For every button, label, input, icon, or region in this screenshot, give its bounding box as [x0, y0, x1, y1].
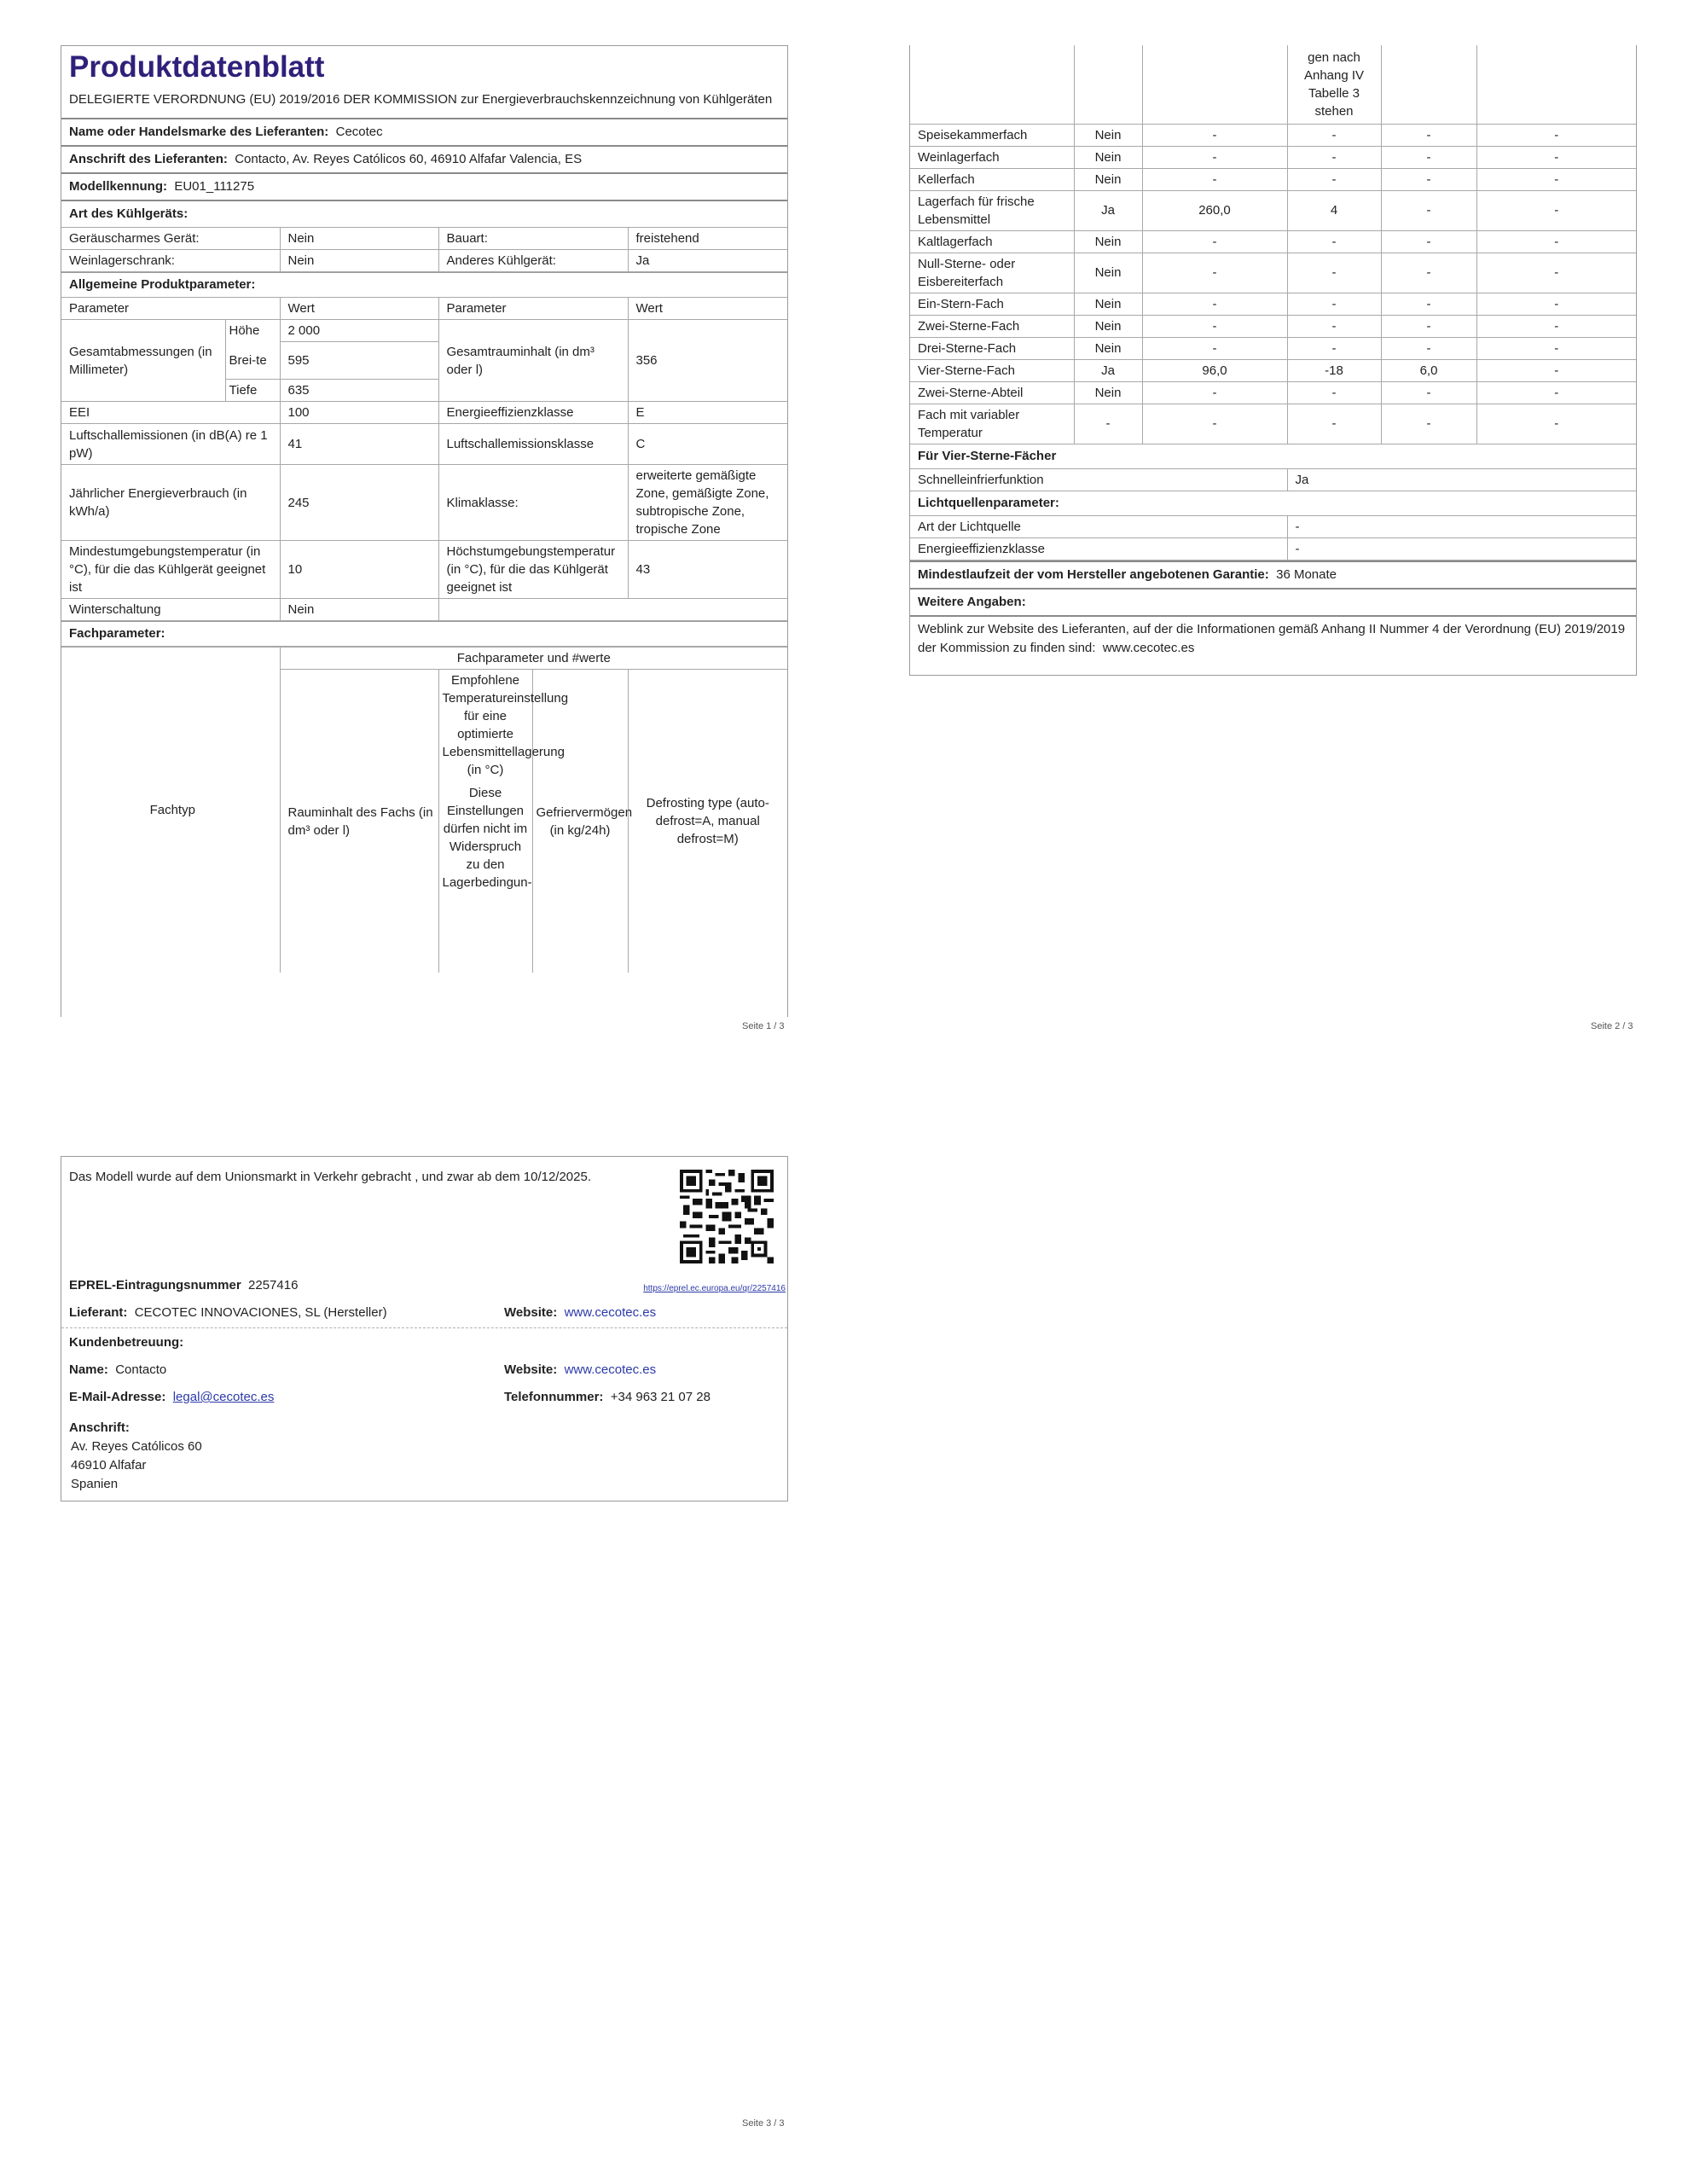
- compartment-value: -: [1287, 230, 1381, 253]
- table-cell: Energieeffizienzklasse: [438, 402, 628, 424]
- address-line: 46910 Alfafar: [71, 1458, 147, 1472]
- table-cell: Ja: [628, 250, 787, 272]
- compartment-value: -: [1381, 168, 1476, 190]
- eprel-value: 2257416: [248, 1278, 299, 1292]
- weblink-value: www.cecotec.es: [1102, 640, 1195, 655]
- compartment-value: -: [1476, 253, 1636, 293]
- quick-freeze-value: Ja: [1287, 468, 1636, 491]
- compartment-row: [910, 404, 1636, 444]
- compartment-value: -: [1142, 315, 1287, 337]
- compartment-value: -: [1142, 124, 1287, 146]
- volume-value: 356: [628, 320, 787, 402]
- compartment-row: [910, 293, 1636, 315]
- email-link[interactable]: legal@cecotec.es: [172, 1390, 275, 1404]
- compartment-rows: [910, 124, 1636, 444]
- compartment-value: Ja: [1074, 190, 1142, 230]
- column-header-temperature-note: gen nach Anhang IV Tabelle 3 stehen: [1287, 45, 1381, 124]
- address-line: Spanien: [71, 1477, 119, 1491]
- compartment-value: -: [1287, 124, 1381, 146]
- warranty-value: 36 Monate: [1276, 566, 1337, 582]
- table-cell: Nein: [280, 250, 438, 272]
- winter-value: Nein: [280, 599, 438, 621]
- compartment-value: Nein: [1074, 146, 1142, 168]
- table-cell: 100: [280, 402, 438, 424]
- name-value: Contacto: [115, 1362, 167, 1377]
- column-header-defrost: Defrosting type (auto-defrost=A, manual defrost=M): [628, 670, 787, 973]
- table-cell: Jährlicher Energieverbrauch (in kWh/a): [61, 465, 280, 541]
- compartment-row: [910, 337, 1636, 359]
- table-cell: Luftschallemissionsklasse: [438, 424, 628, 465]
- email-label: E-Mail-Adresse:: [69, 1390, 166, 1404]
- compartment-value: -: [1142, 293, 1287, 315]
- compartment-value: -: [1142, 381, 1287, 404]
- compartment-value: -: [1287, 146, 1381, 168]
- compartment-params-heading: Fachparameter:: [61, 621, 787, 647]
- compartment-value: -: [1381, 253, 1476, 293]
- four-star-table: [910, 468, 1636, 491]
- compartment-name: Fach mit variabler Temperatur: [910, 404, 1074, 444]
- compartment-value: Nein: [1074, 168, 1142, 190]
- customer-service-heading: Kundenbetreuung:: [69, 1335, 184, 1350]
- table-row: [61, 228, 787, 250]
- dimension-name: Brei-te: [229, 352, 267, 368]
- compartment-value: Ja: [1074, 359, 1142, 381]
- compartment-value: -: [1381, 230, 1476, 253]
- page-number: Seite 2 / 3: [1591, 1021, 1633, 1031]
- supplier-label: Name oder Handelsmarke des Lieferanten:: [69, 125, 329, 139]
- table-row: [910, 468, 1636, 491]
- table-row: [61, 250, 787, 272]
- website-label: Website:: [504, 1305, 558, 1320]
- supplier-label: Lieferant:: [69, 1305, 128, 1320]
- compartment-value: -: [1381, 146, 1476, 168]
- datasheet-page-2: [909, 45, 1637, 676]
- compartment-value: -: [1142, 337, 1287, 359]
- page-title: Produktdatenblatt: [69, 50, 325, 84]
- compartment-value: Nein: [1074, 315, 1142, 337]
- compartment-name: Null-Sterne- oder Eisbereiterfach: [910, 253, 1074, 293]
- table-cell: 41: [280, 424, 438, 465]
- column-header: Wert: [280, 298, 438, 320]
- compartment-value: -: [1476, 124, 1636, 146]
- compartment-value: -: [1287, 293, 1381, 315]
- column-header-freezing: Gefriervermögen (in kg/24h): [532, 670, 628, 973]
- table-cell: freistehend: [628, 228, 787, 250]
- divider: [61, 1327, 787, 1328]
- eprel-label: EPREL-Eintragungsnummer: [69, 1278, 241, 1292]
- table-cell: Bauart:: [438, 228, 628, 250]
- compartment-value: -: [1381, 404, 1476, 444]
- table-cell: Luftschallemissionen (in dB(A) re 1 pW): [61, 424, 280, 465]
- compartment-value: -: [1287, 168, 1381, 190]
- compartment-name: Vier-Sterne-Fach: [910, 359, 1074, 381]
- table-cell: Mindestumgebungstemperatur (in °C), für die das Kühlgerät geeignet ist: [61, 541, 280, 599]
- compartment-value: -: [1287, 337, 1381, 359]
- compartment-name: Weinlagerfach: [910, 146, 1074, 168]
- compartment-name: Zwei-Sterne-Abteil: [910, 381, 1074, 404]
- eprel-link[interactable]: https://eprel.ec.europa.eu/qr/2257416: [643, 1284, 786, 1293]
- column-header: Wert: [628, 298, 787, 320]
- table-cell: Energieeffizienzklasse: [910, 537, 1287, 560]
- compartment-value: -: [1381, 124, 1476, 146]
- column-header-temperature-note: Diese Einstellungen dürfen nicht im Widerspruch zu den Lagerbedingun-: [442, 786, 532, 890]
- compartment-value: -: [1381, 190, 1476, 230]
- winter-label: Winterschaltung: [61, 599, 280, 621]
- model-value: EU01_111275: [174, 179, 255, 194]
- compartment-value: -: [1287, 404, 1381, 444]
- compartment-value: -: [1142, 146, 1287, 168]
- model-label: Modellkennung:: [69, 179, 167, 194]
- compartment-row: [910, 315, 1636, 337]
- compartment-value: Nein: [1074, 253, 1142, 293]
- compartment-value: -: [1476, 146, 1636, 168]
- warranty-label: Mindestlaufzeit der vom Hersteller angebotenen Garantie:: [918, 566, 1269, 582]
- compartment-value: -: [1142, 168, 1287, 190]
- table-row: [61, 648, 787, 670]
- quick-freeze-label: Schnelleinfrierfunktion: [910, 468, 1287, 491]
- compartment-value: -: [1142, 253, 1287, 293]
- compartment-value: -: [1476, 315, 1636, 337]
- address-line: Av. Reyes Católicos 60: [71, 1439, 202, 1454]
- compartment-value: 96,0: [1142, 359, 1287, 381]
- column-header-volume: Rauminhalt des Fachs (in dm³ oder l): [280, 670, 438, 973]
- table-cell: Geräuscharmes Gerät:: [61, 228, 280, 250]
- column-header-type: Fachtyp: [61, 648, 280, 973]
- compartment-value: Nein: [1074, 293, 1142, 315]
- table-cell: Höchstumgebungstemperatur (in °C), für die das Kühlgerät geeignet ist: [438, 541, 628, 599]
- website-link[interactable]: www.cecotec.es: [564, 1305, 657, 1320]
- address-label: Anschrift:: [69, 1420, 130, 1435]
- table-cell: 10: [280, 541, 438, 599]
- compartment-value: Nein: [1074, 381, 1142, 404]
- datasheet-page-3: [61, 1156, 788, 1502]
- table-cell: 43: [628, 541, 787, 599]
- four-star-heading: Für Vier-Sterne-Fächer: [918, 448, 1057, 463]
- table-row: [61, 298, 787, 320]
- light-source-table: [910, 515, 1636, 561]
- compartment-row: [910, 124, 1636, 146]
- compartment-value: -: [1287, 315, 1381, 337]
- qr-code-icon: [680, 1170, 774, 1263]
- compartment-value: Nein: [1074, 230, 1142, 253]
- table-cell: C: [628, 424, 787, 465]
- compartment-value: -: [1381, 337, 1476, 359]
- table-row: [61, 402, 787, 424]
- table-row: [61, 320, 787, 342]
- compartment-value: -: [1142, 230, 1287, 253]
- compartment-name: Lagerfach für frische Lebensmittel: [910, 190, 1074, 230]
- page-number: Seite 3 / 3: [742, 2118, 785, 2129]
- compartment-name: Kaltlagerfach: [910, 230, 1074, 253]
- compartment-value: 4: [1287, 190, 1381, 230]
- table-cell: Art der Lichtquelle: [910, 515, 1287, 537]
- compartment-value: -: [1142, 404, 1287, 444]
- compartment-row: [910, 190, 1636, 230]
- device-type-heading: Art des Kühlgeräts:: [61, 200, 787, 227]
- compartment-name: Zwei-Sterne-Fach: [910, 315, 1074, 337]
- compartment-value: -: [1381, 293, 1476, 315]
- website-label: Website:: [504, 1362, 558, 1377]
- dimension-value: 595: [280, 342, 438, 380]
- dimension-name: Höhe: [229, 323, 260, 339]
- compartment-row: [910, 253, 1636, 293]
- table-cell: E: [628, 402, 787, 424]
- dimension-name: Tiefe: [225, 380, 280, 402]
- table-row: [61, 599, 787, 621]
- compartment-value: Nein: [1074, 124, 1142, 146]
- page-number: Seite 1 / 3: [742, 1021, 785, 1031]
- table-row: [910, 537, 1636, 560]
- table-cell: EEI: [61, 402, 280, 424]
- compartment-row: [910, 230, 1636, 253]
- supplier-value: Cecotec: [335, 125, 383, 139]
- table-cell: Klimaklasse:: [438, 465, 628, 541]
- column-group-header: Fachparameter und #werte: [280, 648, 787, 670]
- compartment-value: -: [1476, 293, 1636, 315]
- more-info-heading: Weitere Angaben:: [910, 588, 1636, 615]
- compartment-value: -: [1476, 230, 1636, 253]
- compartment-value: -: [1476, 337, 1636, 359]
- compartment-value: Nein: [1074, 337, 1142, 359]
- compartment-value: -: [1476, 359, 1636, 381]
- table-row: [61, 541, 787, 599]
- compartment-value: -: [1381, 315, 1476, 337]
- column-header-temperature: Empfohlene Temperatureinstellung für eine optimierte Lebensmittellagerung (in °C): [442, 673, 569, 777]
- table-row: [61, 465, 787, 541]
- phone-value: +34 963 21 07 28: [610, 1390, 711, 1404]
- compartment-name: Drei-Sterne-Fach: [910, 337, 1074, 359]
- table-row: [61, 424, 787, 465]
- website-link[interactable]: www.cecotec.es: [564, 1362, 657, 1377]
- supplier-value: CECOTEC INNOVACIONES, SL (Hersteller): [134, 1305, 387, 1320]
- compartment-value: -18: [1287, 359, 1381, 381]
- compartment-value: -: [1476, 404, 1636, 444]
- regulation-subtitle: DELEGIERTE VERORDNUNG (EU) 2019/2016 DER KOMMISSION zur Energieverbrauchskennzeichnung von Kühlgeräten: [69, 92, 773, 107]
- compartment-table: [910, 45, 1636, 444]
- compartment-name: Speisekammerfach: [910, 124, 1074, 146]
- general-params-table: [61, 297, 787, 621]
- table-cell: Nein: [280, 228, 438, 250]
- compartment-value: -: [1287, 253, 1381, 293]
- table-row: [910, 45, 1636, 124]
- compartment-value: 260,0: [1142, 190, 1287, 230]
- market-date-text: Das Modell wurde auf dem Unionsmarkt in Verkehr gebracht , und zwar ab dem 10/12/2025.: [69, 1170, 591, 1184]
- compartment-row: [910, 146, 1636, 168]
- compartment-name: Ein-Stern-Fach: [910, 293, 1074, 315]
- compartment-value: -: [1476, 381, 1636, 404]
- compartment-row: [910, 168, 1636, 190]
- compartment-header-table: [61, 647, 787, 973]
- compartment-value: -: [1287, 381, 1381, 404]
- dimension-value: 635: [280, 380, 438, 402]
- compartment-value: -: [1476, 168, 1636, 190]
- dimension-value: 2 000: [280, 320, 438, 342]
- table-cell: -: [1287, 537, 1636, 560]
- table-cell: -: [1287, 515, 1636, 537]
- table-cell: 245: [280, 465, 438, 541]
- compartment-row: [910, 381, 1636, 404]
- address-label: Anschrift des Lieferanten:: [69, 152, 228, 166]
- compartment-value: -: [1476, 190, 1636, 230]
- compartment-value: -: [1074, 404, 1142, 444]
- address-value: Contacto, Av. Reyes Católicos 60, 46910 Alfafar Valencia, ES: [235, 152, 583, 166]
- dimensions-label: Gesamtabmessungen (in Millimeter): [61, 320, 225, 402]
- phone-label: Telefonnummer:: [504, 1390, 604, 1404]
- compartment-row: [910, 359, 1636, 381]
- name-label: Name:: [69, 1362, 108, 1377]
- datasheet-page-1: [61, 45, 788, 1017]
- light-source-heading: Lichtquellenparameter:: [918, 495, 1059, 510]
- column-header: Parameter: [438, 298, 628, 320]
- table-cell: Weinlagerschrank:: [61, 250, 280, 272]
- weblink-text: Weblink zur Website des Lieferanten, auf der die Informationen gemäß Anhang II Nummer 4 der Verordnung (EU) 2019/2019 der Kommission zu finden sind:: [918, 621, 1626, 655]
- device-type-table: [61, 227, 787, 272]
- table-cell: erweiterte gemäßigte Zone, gemäßigte Zone, subtropische Zone, tropische Zone: [628, 465, 787, 541]
- general-params-heading: Allgemeine Produktparameter:: [61, 272, 787, 297]
- compartment-value: 6,0: [1381, 359, 1476, 381]
- column-header: Parameter: [61, 298, 280, 320]
- compartment-name: Kellerfach: [910, 168, 1074, 190]
- volume-label: Gesamtrauminhalt (in dm³ oder l): [438, 320, 628, 402]
- compartment-value: -: [1381, 381, 1476, 404]
- table-row: [910, 515, 1636, 537]
- table-cell: Anderes Kühlgerät:: [438, 250, 628, 272]
